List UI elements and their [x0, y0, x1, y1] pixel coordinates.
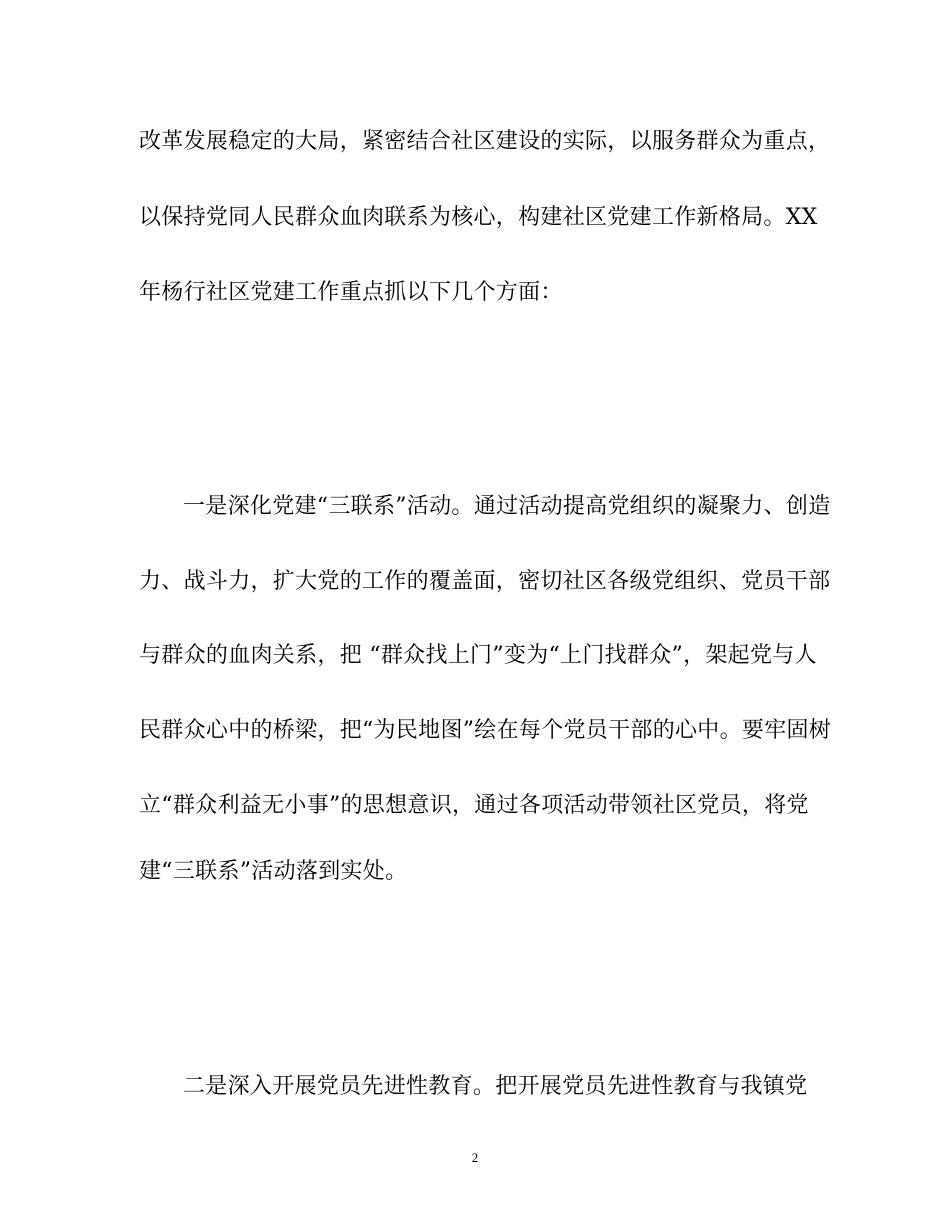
paragraph-2-line-4: 民群众心中的桥梁，把“为民地图”绘在每个党员干部的心中。要牢固树	[139, 718, 832, 743]
paragraph-2-line-2: 力、战斗力，扩大党的工作的覆盖面，密切社区各级党组织、党员干部	[139, 569, 831, 594]
page-number: 2	[471, 1150, 479, 1165]
paragraph-1-line-1: 改革发展稳定的大局，紧密结合社区建设的实际，以服务群众为重点，	[139, 129, 831, 154]
paragraph-1-line-3: 年杨行社区党建工作重点抓以下几个方面：	[139, 280, 563, 305]
paragraph-2-line-5: 立“群众利益无小事”的思想意识，通过各项活动带领社区党员，将党	[139, 793, 809, 818]
paragraph-1-line-2: 以保持党同人民群众血肉联系为核心，构建社区党建工作新格局。XX	[139, 205, 818, 230]
paragraph-3-line-1: 二是深入开展党员先进性教育。把开展党员先进性教育与我镇党	[183, 1074, 808, 1099]
paragraph-2-line-6: 建“三联系”活动落到实处。	[139, 859, 408, 884]
paragraph-2-line-3: 与群众的血肉关系，把 “群众找上门”变为“上门找群众”，架起党与人	[139, 643, 817, 668]
paragraph-2-line-1: 一是深化党建“三联系”活动。通过活动提高党组织的凝聚力、创造	[183, 494, 831, 519]
